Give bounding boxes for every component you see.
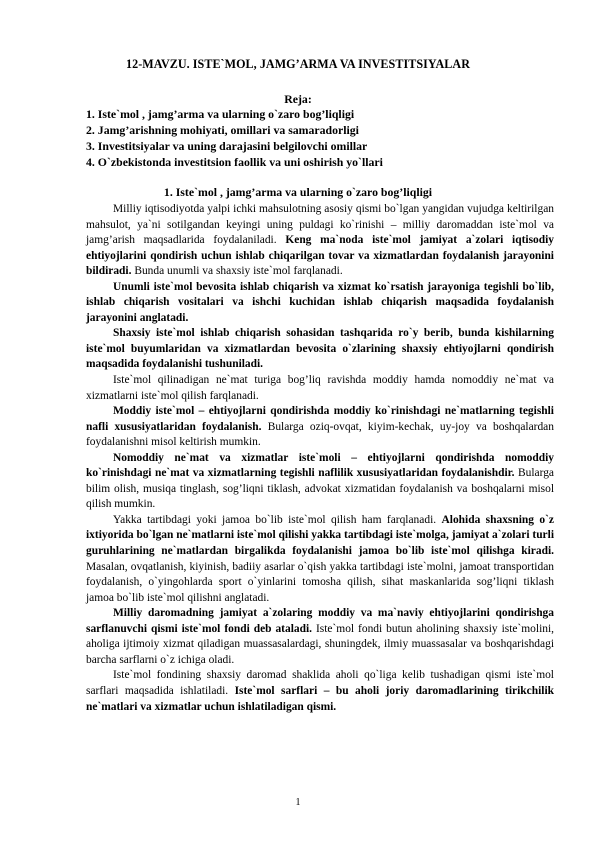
plan-item: 3. Investitsiyalar va uning darajasini belgilovchi omillar [86, 139, 368, 154]
paragraph: Moddiy iste`mol – ehtiyojlarni qondirishda moddiy ko`rinishdagi ne`matlarning tegishli nafli xususiyatlaridan foydalanish. Bularga oziq-ovqat, kiyim-kechak, uy-joy va boshqalardan foydalanishni misol keltirish mumkin. [86, 405, 554, 449]
paragraph: Iste`mol fondining shaxsiy daromad shaklida aholi qo`liga kelib tushadigan qismi iste`mol sarflari maqsadida ishlatiladi. Iste`mol sarflari – bu aholi joriy daromadlarining tirikchilik ne`matlari va xizmatlar uchun ishlatiladigan qismi. [86, 669, 554, 713]
paragraph: Shaxsiy iste`mol ishlab chiqarish sohasidan tashqarida ro`y berib, bunda kishilarning iste`mol buyumlaridan va xizmatlardan bevosita o`zlarining shaxsiy ehtiyojlarni qondirish maqsadida foydalanishi tushuniladi. [86, 327, 554, 371]
plan-heading: Reja: [284, 92, 312, 106]
paragraph: Milliy iqtisodiyotda yalpi ichki mahsulotning asosiy qismi bo`lgan yangidan vujudga keltirilgan mahsulot, ya`ni sotilgandan keyingi uning puldagi ko`rinishi – milliy daromaddan iste`mol va jamg’arish maqsadlarida foydalaniladi. Keng ma`noda iste`mol jamiyat a`zolari iqtisodiy ehtiyojlarini qondirish uchun ishlab chiqarilgan tovar va xizmatlardan foydalanish jarayonini bildiradi. Bunda unumli va shaxsiy iste`mol farqlanadi. [86, 203, 555, 278]
section-title: 1. Iste`mol , jamg’arma va ularning o`zaro bog’liqligi [163, 185, 433, 199]
paragraph: Milliy daromadning jamiyat a`zolaring moddiy va ma`naviy ehtiyojlarini qondirishga sarflanuvchi qismi iste`mol fondi deb ataladi. Iste`mol fondi butun aholining shaxsiy iste`molini, aholiga ijtimoiy xizmat qiladigan muassasalardagi, shuningdek, ilmiy muassasalar va boshqarishdagi barcha sarflarni o`z ichiga oladi. [86, 607, 555, 666]
plan-list [86, 106, 526, 170]
plan-item: 4. O`zbekistonda investitsion faollik va uni oshirish yo`llari [86, 155, 383, 170]
paragraph: Unumli iste`mol bevosita ishlab chiqarish va xizmat ko`rsatish jarayoniga tegishli bo`lib, ishlab chiqarish vositalari va ishchi kuchidan ishlab chiqarish maqsadida foydalanish jarayonini anglatadi. [86, 280, 554, 324]
page-number: 1 [295, 797, 301, 808]
document-title: 12-MAVZU. ISTE`MOL, JAMG’ARMA VA INVESTITSIYALAR [126, 57, 470, 71]
paragraph: Nomoddiy ne`mat va xizmatlar iste`moli – ehtiyojlarni qondirishda nomoddiy ko`rinishdagi ne`mat va xizmatlarning tegishli naflilik xususiyatlaridan foydalanishdir. Bularga bilim olish, musiqa tinglash, sog’liqni tiklash, advokat xizmatidan foydalanish va boshqalarni misol qilish mumkin. [86, 451, 555, 511]
body-text [86, 202, 554, 715]
plan-item: 1. Iste`mol , jamg’arma va ularning o`zaro bog’liqligi [86, 107, 355, 121]
paragraph: Iste`mol qilinadigan ne`mat turiga bog’liq ravishda moddiy hamda nomoddiy ne`mat va xizmatlarni iste`mol qilish farqlanadi. [86, 374, 554, 402]
plan-item: 2. Jamg’arishning mohiyati, omillari va samaradorligi [86, 123, 359, 138]
paragraph: Yakka tartibdagi yoki jamoa bo`lib iste`mol qilish ham farqlanadi. Alohida shaxsning o`z ixtiyorida bo`lgan ne`matlarni iste`mol qilishi yakka tartibdagi iste`molga, jamiyat a`zolari turli guruhlarining ne`matlardan birgalikda foydalanishi jamoa bo`lib iste`mol qilishga kiradi. Masalan, ovqatlanish, kiyinish, badiiy asarlar o`qish yakka tartibdagi iste`molni, jamoat transportidan foydalanish, o`yingohlarda sport o`yinlarini tomosha qilish, sihat maskanlarida sog’liqni tiklash jamoa bo`lib iste`mol qilishni anglatadi. [86, 513, 555, 604]
